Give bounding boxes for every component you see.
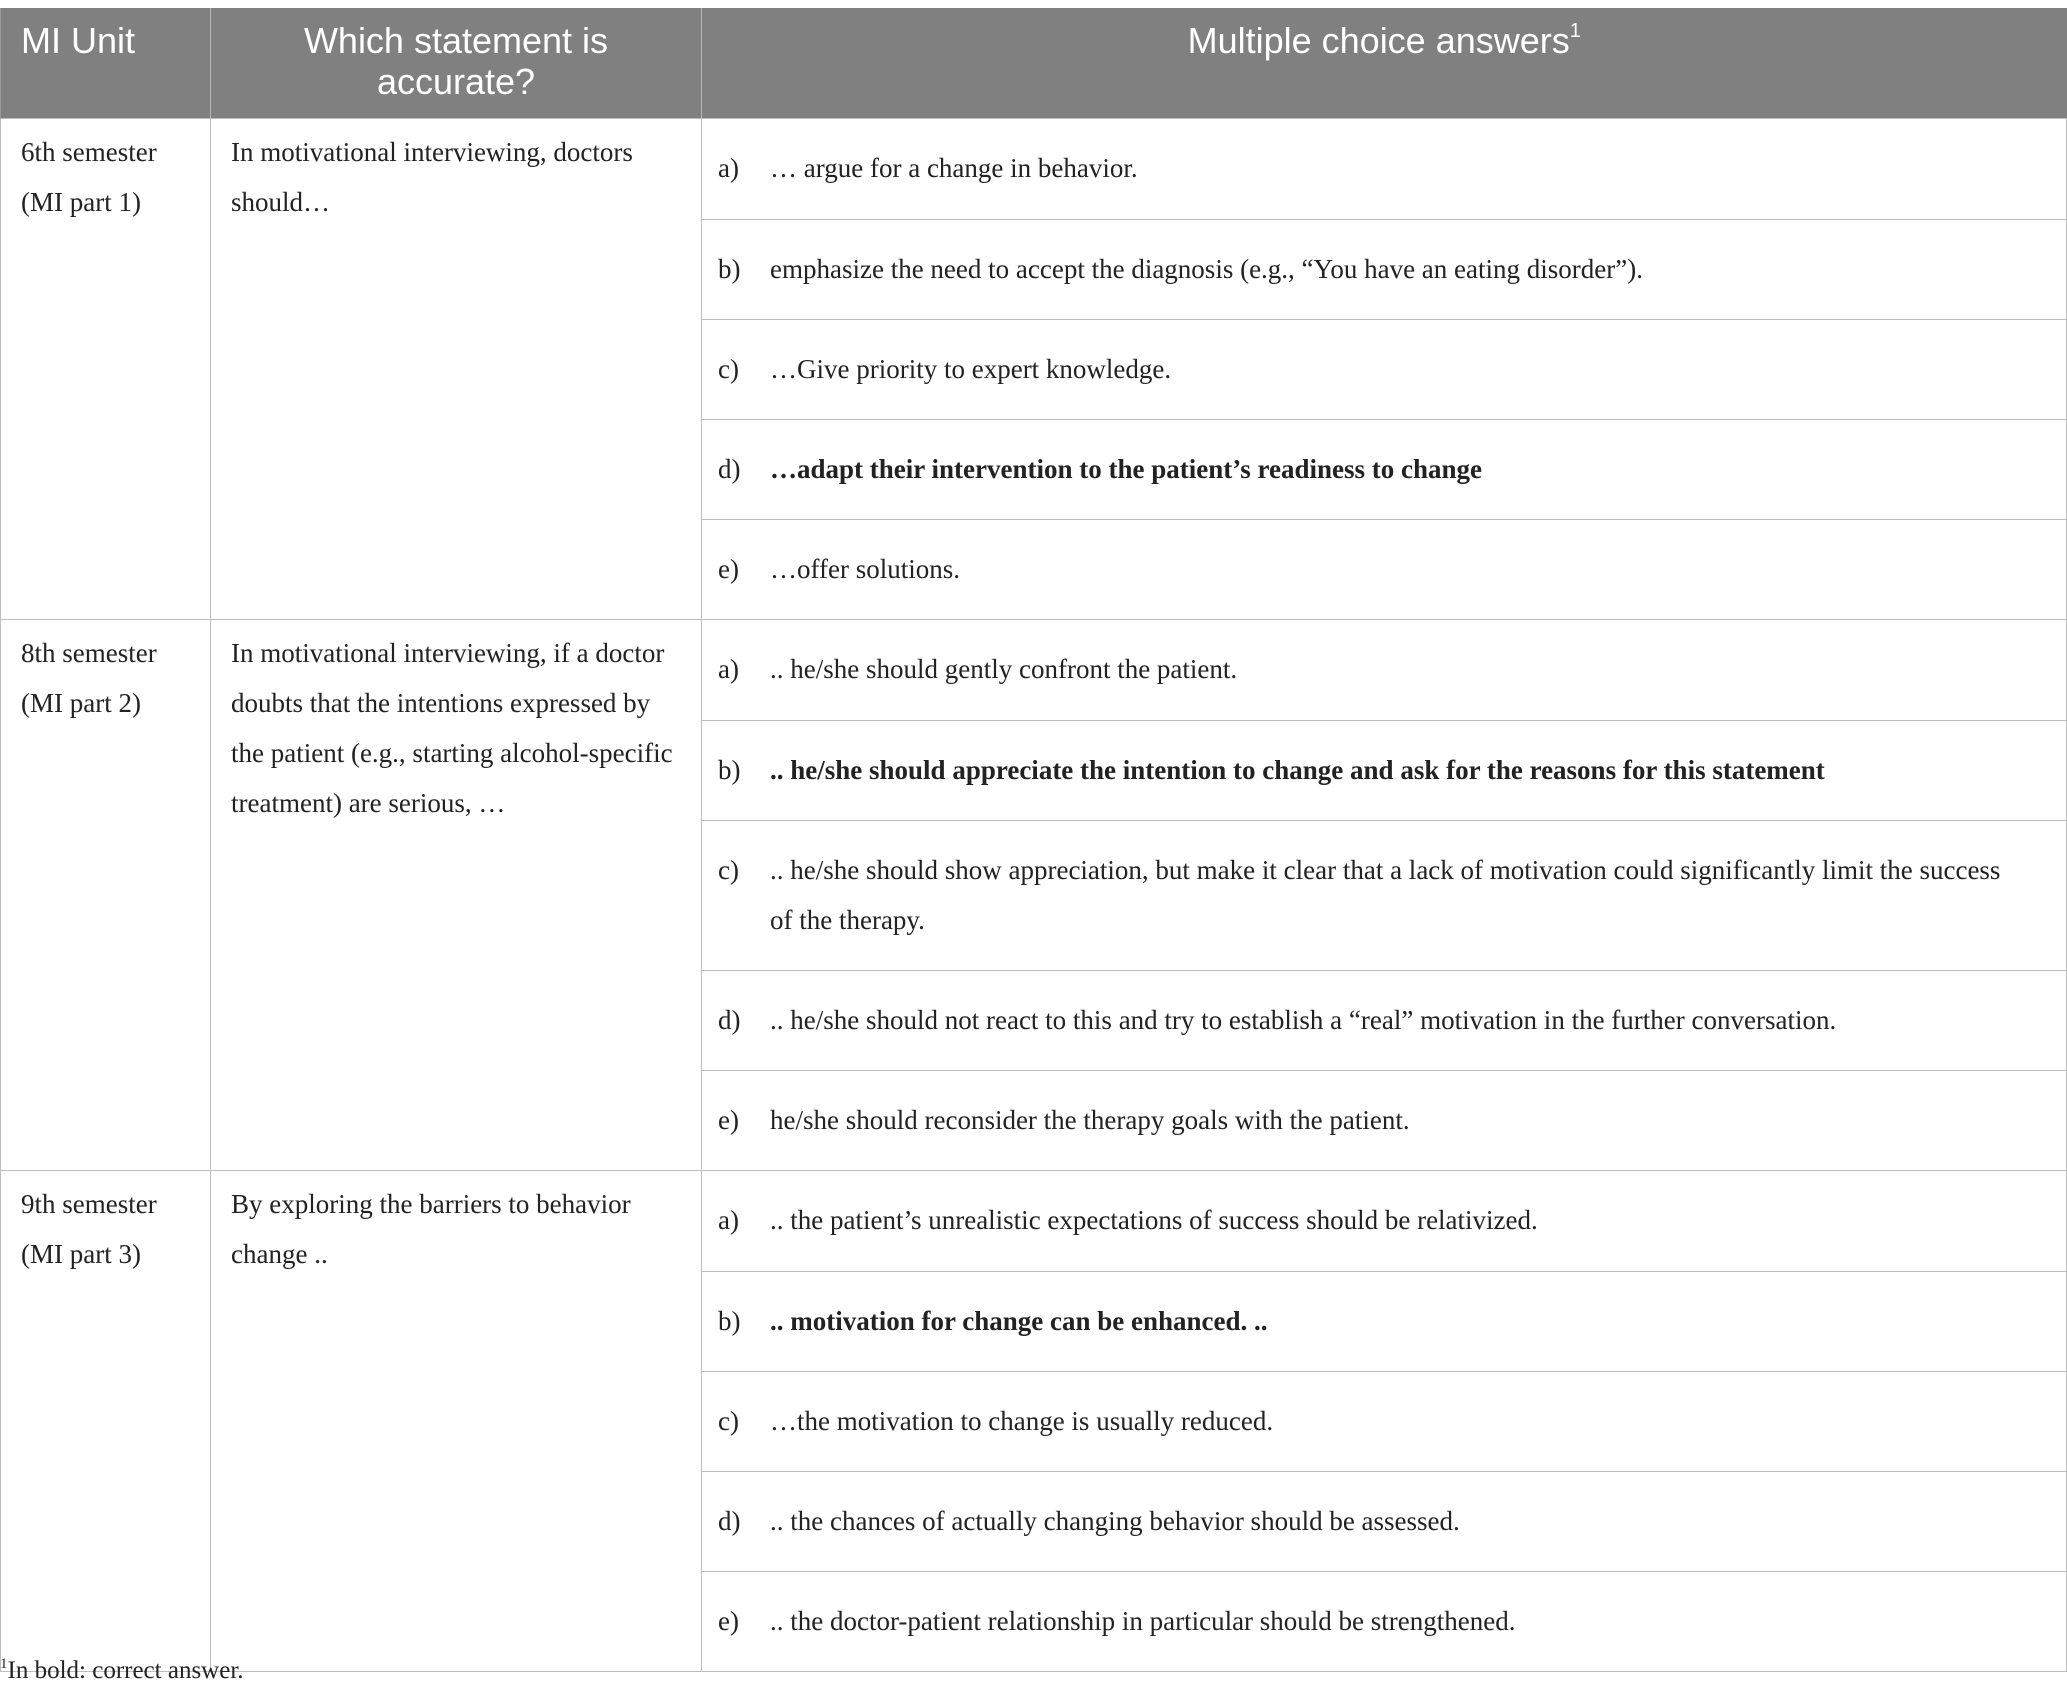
- answer-option: [702, 1371, 2066, 1471]
- option-letter: b): [718, 1305, 741, 1336]
- option-letter: e): [718, 1605, 739, 1636]
- table-row: [1, 118, 2067, 619]
- question-cell: In motivational interviewing, if a doctor doubts that the intentions expressed by the patient (e.g., starting alcohol-specific treatment) are serious, …: [211, 619, 702, 1170]
- option-text: .. the chances of actually changing behavior should be assessed.: [770, 1505, 1460, 1536]
- option-text: .. he/she should appreciate the intention to change and ask for the reasons for this statement: [770, 754, 1825, 785]
- table-row: [1, 619, 2067, 1170]
- unit-semester: 6th semester: [21, 136, 157, 167]
- answer-option: [702, 119, 2066, 219]
- option-letter: a): [718, 1204, 739, 1235]
- option-text: …the motivation to change is usually reduced.: [770, 1405, 1274, 1436]
- answer-option: [702, 1471, 2066, 1571]
- answers-cell: [702, 619, 2067, 1170]
- unit-part: (MI part 1): [21, 186, 141, 217]
- option-letter: e): [718, 553, 739, 584]
- option-text: he/she should reconsider the therapy goals with the patient.: [770, 1104, 1410, 1135]
- unit-semester: 8th semester: [21, 637, 157, 668]
- unit-cell: [1, 619, 211, 1170]
- option-letter: e): [718, 1104, 739, 1135]
- footnote-marker: 1: [0, 1656, 8, 1672]
- option-text: .. he/she should show appreciation, but make it clear that a lack of motivation could significantly limit the success of the therapy.: [770, 854, 2001, 935]
- option-text: … argue for a change in behavior.: [770, 152, 1138, 183]
- header-question: Which statement is accurate?: [211, 8, 702, 118]
- answer-option: [702, 1070, 2066, 1170]
- option-letter: b): [718, 754, 741, 785]
- answer-option: [702, 820, 2066, 970]
- option-letter: c): [718, 353, 739, 384]
- unit-part: (MI part 2): [21, 687, 141, 718]
- table-footnote: [0, 1655, 244, 1687]
- option-letter: a): [718, 152, 739, 183]
- header-answers-label: Multiple choice answers: [1187, 20, 1570, 61]
- mcq-table-container: [0, 8, 2066, 1672]
- footnote-marker: 1: [1569, 20, 1581, 42]
- answers-cell: [702, 118, 2067, 619]
- answer-option-correct: [702, 1271, 2066, 1371]
- option-letter: c): [718, 1405, 739, 1436]
- option-letter: d): [718, 1004, 741, 1035]
- option-text: .. the doctor-patient relationship in particular should be strengthened.: [770, 1605, 1516, 1636]
- option-text: .. he/she should not react to this and try to establish a “real” motivation in the further conversation.: [770, 1004, 1837, 1035]
- option-letter: d): [718, 1505, 741, 1536]
- footnote-text: In bold: correct answer.: [7, 1657, 244, 1684]
- unit-cell: [1, 118, 211, 619]
- answer-option-correct: [702, 720, 2066, 820]
- answer-option: [702, 620, 2066, 720]
- answer-option: [702, 519, 2066, 619]
- option-text: …Give priority to expert knowledge.: [770, 353, 1172, 384]
- header-answers: [702, 8, 2067, 118]
- option-letter: d): [718, 453, 741, 484]
- answer-option: [702, 1571, 2066, 1671]
- option-text: …offer solutions.: [770, 553, 960, 584]
- answer-option-correct: [702, 419, 2066, 519]
- option-letter: a): [718, 653, 739, 684]
- question-cell: By exploring the barriers to behavior change ..: [211, 1170, 702, 1671]
- answer-option: [702, 1171, 2066, 1271]
- answer-option: [702, 970, 2066, 1070]
- unit-cell: [1, 1170, 211, 1671]
- unit-part: (MI part 3): [21, 1238, 141, 1269]
- option-letter: b): [718, 253, 741, 284]
- option-text: .. the patient’s unrealistic expectations of success should be relativized.: [770, 1204, 1538, 1235]
- answer-option: [702, 319, 2066, 419]
- option-text: emphasize the need to accept the diagnosis (e.g., “You have an eating disorder”).: [770, 253, 1643, 284]
- table-header-row: [1, 8, 2067, 118]
- option-text: .. he/she should gently confront the patient.: [770, 653, 1238, 684]
- answers-cell: [702, 1170, 2067, 1671]
- header-mi-unit: MI Unit: [1, 8, 211, 118]
- mcq-table: [0, 8, 2067, 1672]
- unit-semester: 9th semester: [21, 1188, 157, 1219]
- table-row: [1, 1170, 2067, 1671]
- option-letter: c): [718, 854, 739, 885]
- question-cell: In motivational interviewing, doctors should…: [211, 118, 702, 619]
- answer-option: [702, 219, 2066, 319]
- option-text: .. motivation for change can be enhanced. ..: [770, 1305, 1268, 1336]
- option-text: …adapt their intervention to the patient’s readiness to change: [770, 453, 1482, 484]
